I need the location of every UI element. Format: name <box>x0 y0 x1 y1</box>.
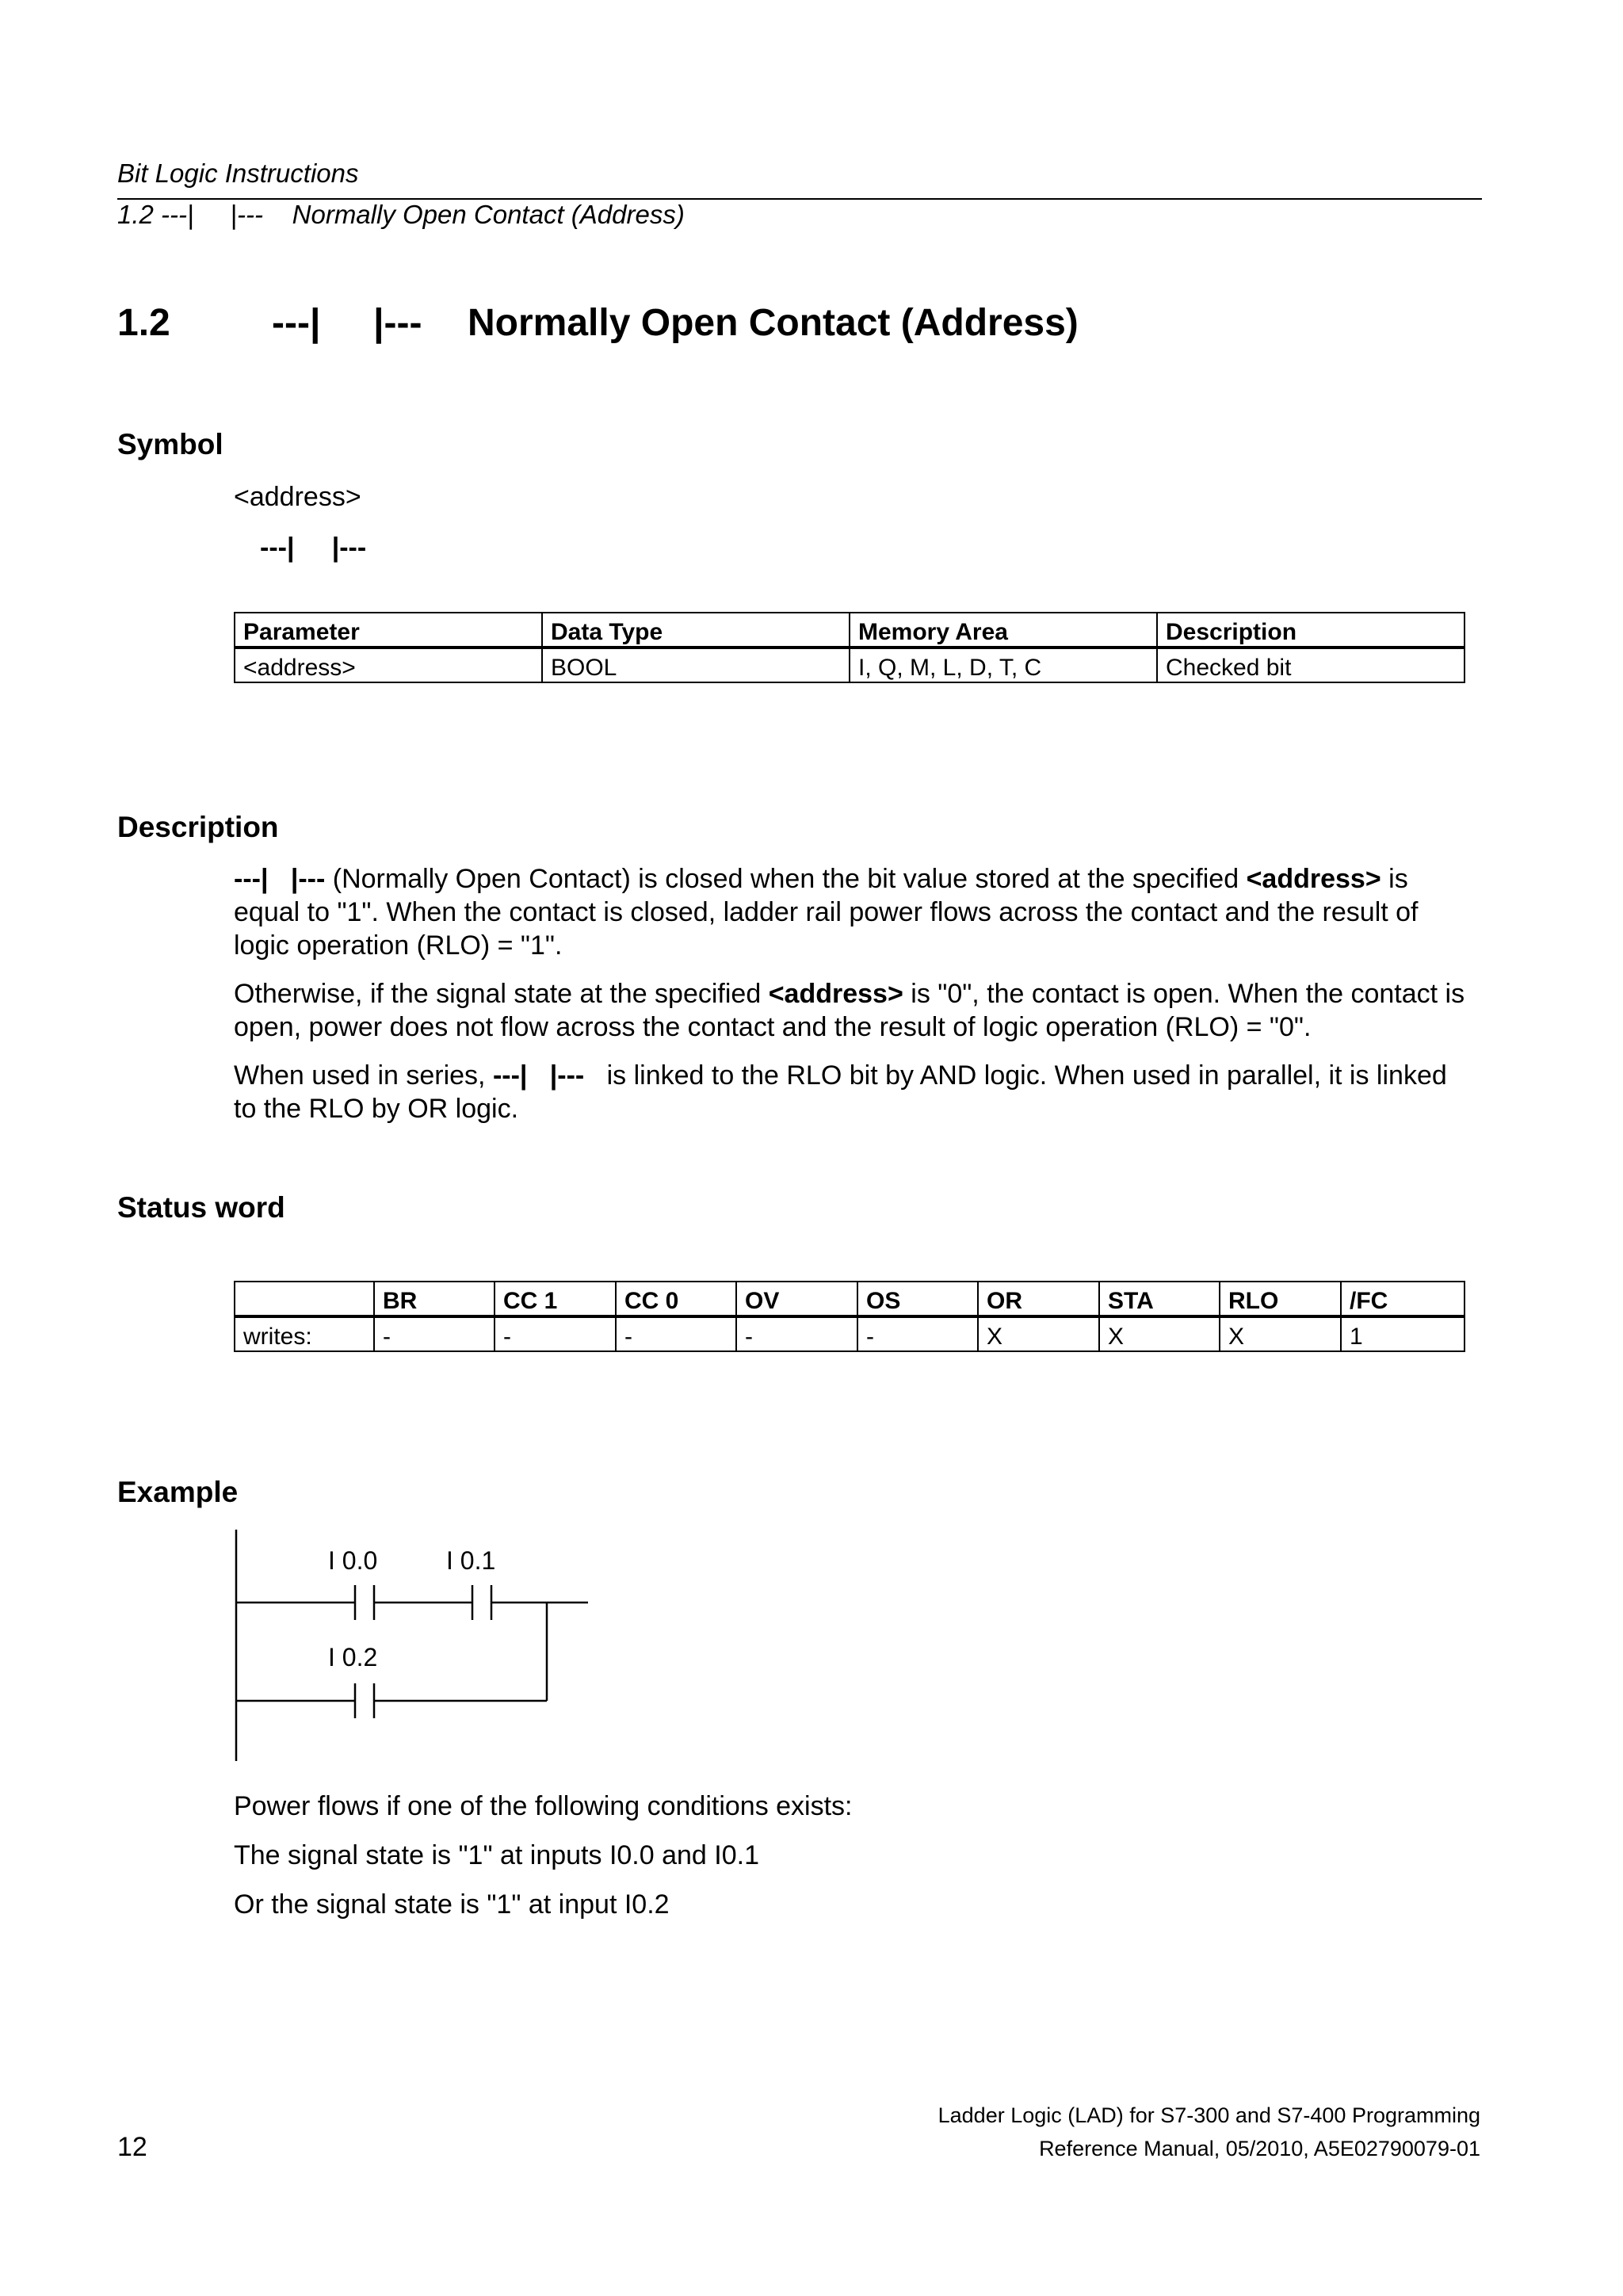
address-term: <address> <box>768 979 903 1009</box>
page-number: 12 <box>117 2132 147 2162</box>
footer-manual-title: Ladder Logic (LAD) for S7-300 and S7-400 Programming <box>938 2103 1480 2127</box>
text-span: (Normally Open Contact) is closed when the bit value stored at the specified <box>325 864 1247 894</box>
text-span: is "0", the contact is open. When the contact is open, power does not flow across the contact and the result of logic operation (RLO) = "0". <box>234 979 1465 1042</box>
table-row <box>235 648 1465 682</box>
description-paragraph-1 <box>234 862 1470 962</box>
page-title: Normally Open Contact (Address) <box>468 302 1079 344</box>
table-cell: X <box>1099 1316 1220 1351</box>
status-word-heading: Status word <box>117 1191 285 1224</box>
section-number: 1.2 <box>117 302 170 344</box>
table-header-cell: Memory Area <box>850 613 1157 648</box>
address-term: <address> <box>1246 864 1381 894</box>
footer-manual-info <box>938 2099 1480 2165</box>
table-header-cell: OV <box>736 1282 857 1316</box>
contact-label-i0-1: I 0.1 <box>446 1546 496 1575</box>
running-header-section: Bit Logic Instructions <box>117 159 359 188</box>
table-header-cell: OR <box>978 1282 1099 1316</box>
status-word-table <box>234 1281 1465 1352</box>
table-header-cell: Parameter <box>235 613 542 648</box>
table-cell: - <box>495 1316 616 1351</box>
table-cell: X <box>1220 1316 1341 1351</box>
symbol-address: <address> <box>234 482 361 512</box>
table-cell: writes: <box>235 1316 374 1351</box>
example-line-1: Power flows if one of the following conditions exists: <box>234 1791 853 1821</box>
section-symbol: ---| |--- <box>272 302 422 344</box>
rung-2 <box>236 1603 547 1718</box>
table-header-cell: STA <box>1099 1282 1220 1316</box>
table-row <box>235 1316 1465 1351</box>
description-heading: Description <box>117 811 279 843</box>
table-cell: <address> <box>235 648 542 682</box>
table-cell: - <box>857 1316 978 1351</box>
symbol-glyph: ---| |--- <box>260 533 367 563</box>
table-header-cell: CC 1 <box>495 1282 616 1316</box>
table-header-cell: OS <box>857 1282 978 1316</box>
table-cell: 1 <box>1341 1316 1465 1351</box>
text-span: Otherwise, if the signal state at the specified <box>234 979 769 1009</box>
description-paragraph-3 <box>234 1059 1470 1125</box>
table-cell: I, Q, M, L, D, T, C <box>850 648 1157 682</box>
text-span: When used in series, <box>234 1060 493 1091</box>
example-line-2: The signal state is "1" at inputs I0.0 and I0.1 <box>234 1840 759 1870</box>
footer-manual-ref: Reference Manual, 05/2010, A5E02790079-01 <box>1039 2137 1480 2160</box>
running-header-subsection: 1.2 ---| |--- Normally Open Contact (Address) <box>117 200 685 229</box>
rung-1 <box>236 1585 588 1620</box>
example-line-3: Or the signal state is "1" at input I0.2 <box>234 1889 670 1920</box>
table-cell: - <box>736 1316 857 1351</box>
contact-symbol: ---| |--- <box>234 864 326 894</box>
table-cell: Checked bit <box>1157 648 1465 682</box>
contact-symbol: ---| |--- <box>492 1060 585 1091</box>
table-header-row <box>235 613 1465 648</box>
parameter-table <box>234 612 1465 683</box>
table-cell: - <box>374 1316 495 1351</box>
table-cell: - <box>616 1316 736 1351</box>
example-heading: Example <box>117 1476 239 1508</box>
table-header-cell: /FC <box>1341 1282 1465 1316</box>
table-cell: X <box>978 1316 1099 1351</box>
text-span: is equal to "1". When the contact is closed, ladder rail power flows across the contact and the result of logic operation (RLO) = "1". <box>234 864 1419 961</box>
symbol-heading: Symbol <box>117 428 223 460</box>
table-header-cell: BR <box>374 1282 495 1316</box>
contact-label-i0-2: I 0.2 <box>328 1643 378 1671</box>
text-span: is linked to the RLO bit by AND logic. When used in parallel, it is linked to the RLO by OR logic. <box>234 1060 1455 1124</box>
table-header-cell: Description <box>1157 613 1465 648</box>
table-cell: BOOL <box>542 648 850 682</box>
table-header-cell: RLO <box>1220 1282 1341 1316</box>
table-header-row <box>235 1282 1465 1316</box>
table-header-cell: CC 0 <box>616 1282 736 1316</box>
table-header-cell: Data Type <box>542 613 850 648</box>
contact-label-i0-0: I 0.0 <box>328 1546 378 1575</box>
description-paragraph-2 <box>234 977 1470 1044</box>
table-header-cell <box>235 1282 374 1316</box>
ladder-diagram <box>222 1522 602 1767</box>
